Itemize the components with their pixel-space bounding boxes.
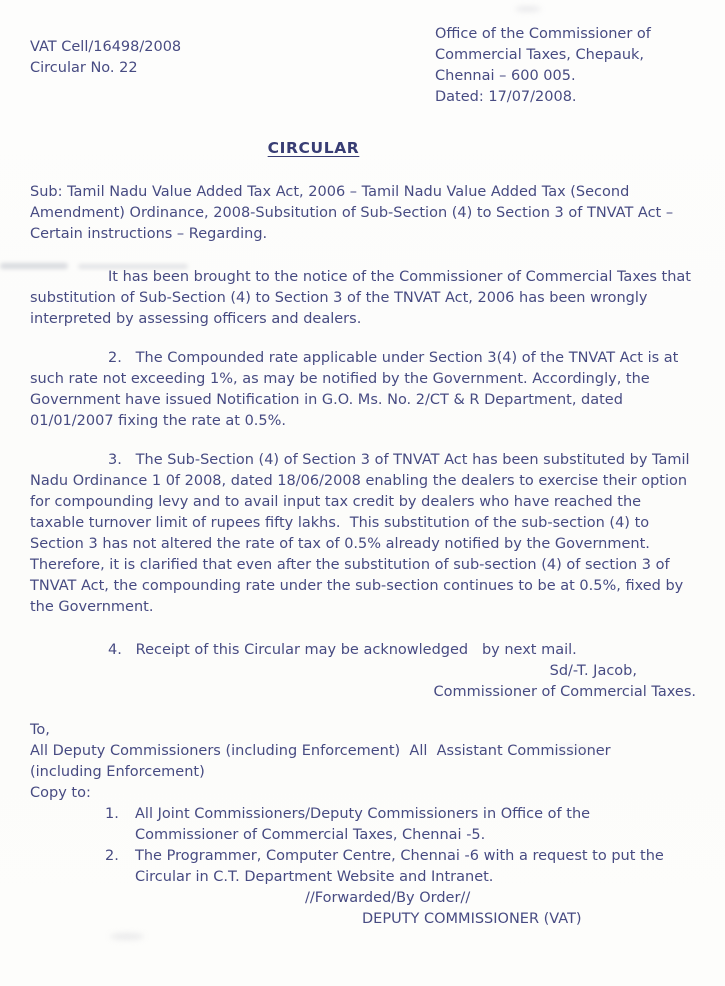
copy-to-label: Copy to: (30, 785, 91, 801)
paragraph-1: It has been brought to the notice of the Commissioner of Commercial Taxes that substitution of Sub-Section (4) to Section 3 of the TNVAT Act, 2006 has been wrongly interpreted by assessing officers and dealers. (30, 269, 696, 327)
letter-header (30, 24, 697, 108)
title-row (30, 138, 697, 160)
reference-block (30, 24, 181, 108)
deputy-commissioner-line: DEPUTY COMMISSIONER (VAT) (362, 911, 582, 927)
recipient-line: All Deputy Commissioners (including Enforcement) All Assistant Commissioner (30, 743, 611, 759)
circular-number: Circular No. 22 (30, 60, 138, 76)
recipient-line: (including Enforcement) (30, 764, 205, 780)
signatory-designation: Commissioner of Commercial Taxes. (433, 684, 696, 700)
list-item-number: 1. (105, 806, 119, 822)
office-address-line: Chennai – 600 005. (435, 68, 576, 84)
reference-number: VAT Cell/16498/2008 (30, 39, 182, 55)
paragraph-2: 2. The Compounded rate applicable under Section 3(4) of the TNVAT Act is at such rate not exceeding 1%, as may be notified by the Government. Accordingly, the Government have issued Notification in G.O. Ms. No. 2/CT & R Department, dated 01/01/2007 fixing the rate at 0.5%. (30, 350, 683, 429)
paragraph-4: 4. Receipt of this Circular may be acknowledged by next mail. (108, 642, 577, 658)
office-address-block (435, 24, 697, 108)
copy-to-list (105, 804, 697, 888)
recipients-block (30, 720, 697, 804)
document-title: CIRCULAR (267, 139, 360, 157)
paragraph-3: 3. The Sub-Section (4) of Section 3 of TNVAT Act has been substituted by Tamil Nadu Ordinance 1 0f 2008, dated 18/06/2008 enabling the dealers to exercise their option for compounding levy and to avail input tax credit by dealers who have reached the taxable turnover limit of rupees fifty lakhs. This substitution of the sub-section (4) to Section 3 has not altered the rate of tax of 0.5% already notified by the Government. Therefore, it is clarified that even after the substitution of sub-section (4) of section 3 of TNVAT Act, the compounding rate under the sub-section continues to be at 0.5%, fixed by the Government. (30, 452, 695, 615)
signatory-name: Sd/-T. Jacob, (549, 663, 637, 679)
signature-block (30, 661, 697, 703)
letter-date: Dated: 17/07/2008. (435, 89, 577, 105)
subject-line: Sub: Tamil Nadu Value Added Tax Act, 2006 – Tamil Nadu Value Added Tax (Second Amendment) Ordinance, 2008-Subsitution of Sub-Section (4) to Section 3 of TNVAT Act – Certain instructions – Regarding. (30, 184, 678, 242)
list-item-text: All Joint Commissioners/Deputy Commissioners in Office of the Commissioner of Commercial Taxes, Chennai -5. (135, 806, 595, 843)
list-item-text: The Programmer, Computer Centre, Chennai -6 with a request to put the Circular in C.T. Department Website and Intranet. (135, 848, 669, 885)
scan-smudge-artifact (110, 933, 144, 940)
copy-to-item (105, 804, 697, 846)
office-address-line: Commercial Taxes, Chepauk, (435, 47, 645, 63)
to-label: To, (30, 722, 50, 738)
list-item-number: 2. (105, 848, 119, 864)
office-address-line: Office of the Commissioner of (435, 26, 651, 42)
copy-to-item (105, 846, 697, 888)
forwarded-by-order-line: //Forwarded/By Order// (305, 890, 471, 906)
